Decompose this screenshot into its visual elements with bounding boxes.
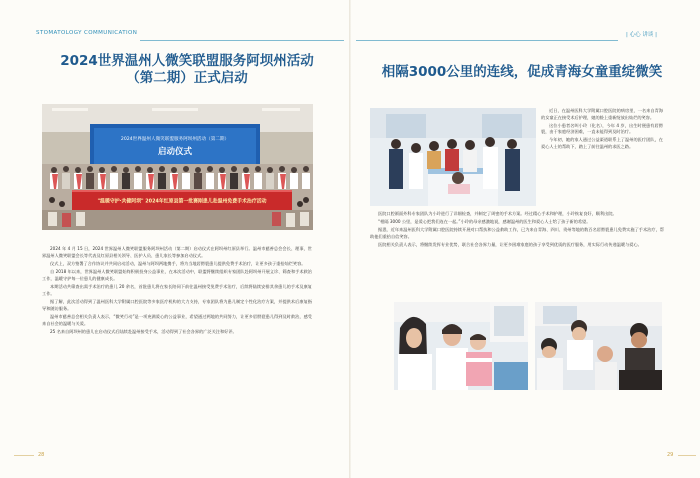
left-paragraph: 本期活动共筛查出需手术治疗的患儿 20 余名，首批患儿将在家长陪同下前往温州接受免费手术治疗，后续将陆续安排其余患儿的手术及康复工作。 <box>42 284 312 296</box>
right-page-title: 相隔3000公里的连线，促成青海女童重绽微笑 <box>381 64 663 80</box>
right-article-intro <box>541 108 663 152</box>
left-page-number-rule <box>14 455 34 456</box>
right-paragraph: 医院相关负责人表示，将继续发挥专业优势，联合社会各界力量，让更多困难家庭的孩子享受到优质的医疗服务，用实际行动传递温暖与爱心。 <box>378 242 642 248</box>
left-title-line1: 2024世界温州人微笑联盟服务阿坝州活动 <box>60 53 314 69</box>
doctor-with-child-photo <box>394 302 528 390</box>
header-left-label: STOMATOLOGY COMMUNICATION <box>36 30 138 36</box>
right-article-body <box>370 211 664 251</box>
right-intro-paragraph: 今年初，她的家人通过公益渠道联系上了温州的医疗团队，在爱心人士的帮助下，踏上了前往温州的求医之路。 <box>541 137 663 149</box>
left-paragraph: 温州市慈善总会相关负责人表示，“微笑行动”是一项充满爱心的公益事业，希望通过两地的共同努力，让更多唇腭裂患儿得到及时救治，感受来自社会的温暖与关爱。 <box>42 314 312 326</box>
page-gutter <box>349 0 351 478</box>
right-intro-paragraph: 近日，在温州医科大学附属口腔医院的病房里，一名来自青海的女童正在接受术后护理，她的脸上重新绽放出灿烂的笑容。 <box>541 108 663 120</box>
header-rule-left <box>140 40 344 41</box>
hospital-group-photo <box>370 108 536 206</box>
ceremony-banner: "温暖守护·共健阿坝" 2024年红原县第一批赛刚患儿赴温州免费手术治疗活动 <box>97 198 267 205</box>
screen-title: 2024世界温州人微笑联盟服务阿坝州活动（第二期） <box>120 137 230 142</box>
left-paragraph: 2024 年 4 月 15 日，2024 世界温州人微笑联盟服务阿坝州活动（第二期）启动仪式在阿坝州红原县举行。温州市慈善总会会长、理事，世界温州人微笑联盟会长等代表及红原县相关领导、医护人员、患儿家长等参加启动仪式。 <box>42 246 312 258</box>
header-rule-right <box>356 40 618 41</box>
left-paragraph: 据了解，此次活动得到了温州医科大学附属口腔医院等多家医疗机构的大力支持，专家团队将为患儿制定个性化治疗方案，并提供术后康复指导和随访服务。 <box>42 299 312 311</box>
screen-subtitle: 启动仪式 <box>157 147 193 157</box>
left-paragraph: 仪式上，双方签署了合作协议并共同启动活动，温州与阿坝两地携手，将为当地唇腭裂患儿提供免费手术治疗，让更多孩子重拾灿烂笑容。 <box>50 260 306 266</box>
header-right-label: | 心心 讲谈 | <box>626 32 657 38</box>
right-page-number-rule <box>678 455 696 456</box>
ceremony-photo <box>42 104 313 230</box>
left-article-body <box>42 246 312 337</box>
left-paragraph: 25 名来自阿坝州的患儿在启动仪式后陆续赴温州接受手术，活动得到了社会各界的广泛关注和好评。 <box>50 329 237 335</box>
right-paragraph: 据悉，近年来温州医科大学附属口腔医院持续开展对口帮扶和公益救助工作，已为来自青海、四川、贵州等地的数百名唇腭裂患儿免费实施了手术治疗，帮助他们重拾自信笑容。 <box>370 227 664 240</box>
right-page-number: 29 <box>667 452 674 458</box>
left-page-number: 28 <box>38 452 45 458</box>
left-paragraph: 自 2018 年以来，世界温州人微笑联盟始终积极投身公益事业，在本次活动中，联盟将继续组织专家团队赴阿坝州开展义诊、筛查和手术救治工作，温暖守护每一位患儿的健康成长。 <box>42 269 312 281</box>
left-title-line2: （第二期）正式启动 <box>126 70 248 86</box>
right-paragraph: “相隔 3000 公里，是爱心把我们连在一起。”小玲的母亲感激地说，感谢温州的医生和爱心人士给了孩子新的希望。 <box>378 219 591 225</box>
left-page-title <box>42 53 332 87</box>
examination-photo <box>535 302 662 390</box>
right-paragraph: 医院口腔颌面外科专家团队为小玲进行了详细检查，并制定了周密的手术方案。经过精心手术和护理，小玲恢复良好，顺利出院。 <box>378 211 617 216</box>
right-intro-paragraph: 这位小患者名叫小玲（化名），今年 4 岁，出生时便患有唇腭裂，由于家庭经济困难，一直未能得到及时治疗。 <box>541 122 663 135</box>
